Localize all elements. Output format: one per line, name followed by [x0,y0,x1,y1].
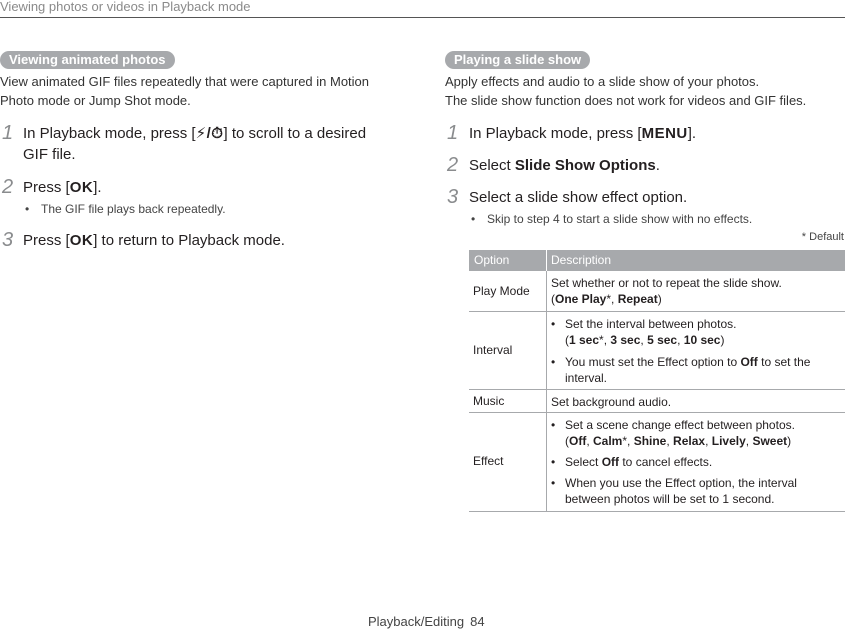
right-intro-line: The slide show function does not work for videos and GIF files. [445,93,807,108]
ok-key-icon: OK [69,232,94,249]
step-text: Press [ [23,232,70,249]
menu-key-icon: MENU [641,125,688,142]
option-name: Interval [473,343,513,357]
step-number: 3 [447,186,459,208]
section-title-slideshow: Playing a slide show [445,51,590,69]
step-number: 1 [2,122,14,144]
step-number: 1 [447,122,459,144]
page-footer [368,614,485,629]
left-step-1 [23,123,366,165]
option-name: Effect [473,454,504,468]
option-description: Set background audio. [551,395,672,409]
ok-key-icon: OK [69,179,94,196]
table-row [469,390,845,413]
table-row [469,271,845,312]
table-row: Effect • Set a scene change effect between photos. (Off, Calm*, Shine, Relax, Lively, Sweet) • Select Off to cancel effects. • When you use the Effect option, the interval between photos will be set to 1 second. [469,413,845,512]
table-header-option: Option [474,253,510,267]
flash-timer-key-icon: ⚡/⏱ [195,125,224,142]
option-name: Music [473,394,505,408]
right-intro [445,72,806,110]
step-text: ] to scroll to a desired [223,125,367,142]
menu-option-name: Slide Show Options [514,157,656,174]
right-step-1 [469,123,696,144]
left-intro-line: Photo mode or Jump Shot mode. [0,93,191,108]
option-name: Play Mode [473,284,530,298]
table-header-row [469,250,845,271]
option-description: Set whether or not to repeat the slide show. (One Play*, Repeat) [551,276,782,306]
step-text: Select [469,157,515,174]
step-text: ]. [687,125,697,142]
step-text: In Playback mode, press [ [23,125,196,142]
header-divider [0,17,845,18]
left-step-2 [23,177,102,198]
step-text: Press [ [23,179,70,196]
left-intro [0,72,369,110]
left-step-3 [23,230,285,251]
right-step-3: Select a slide show effect option. [469,189,688,206]
footer-section: Playback/Editing [368,614,465,629]
table-row: Interval • Set the interval between photos. (1 sec*, 3 sec, 5 sec, 10 sec) • You must set the Effect option to Off to set the interval. [469,312,845,390]
left-intro-line: View animated GIF files repeatedly that were captured in Motion [0,74,370,89]
step-number: 2 [2,176,14,198]
step-text: ]. [93,179,102,196]
default-note: * Default [801,231,844,243]
section-title-animated: Viewing animated photos [0,51,175,69]
right-intro-line: Apply effects and audio to a slide show of your photos. [445,74,760,89]
page-header-title: Viewing photos or videos in Playback mode [0,0,251,14]
step-text: GIF file. [23,146,76,163]
table-header-description: Description [551,253,612,267]
page-number: 84 [470,614,485,629]
step-number: 3 [2,229,14,251]
right-step-2 [469,155,660,176]
step-number: 2 [447,154,459,176]
step-text: . [655,157,660,174]
step-text: In Playback mode, press [ [469,125,642,142]
step-text: ] to return to Playback mode. [93,232,285,249]
